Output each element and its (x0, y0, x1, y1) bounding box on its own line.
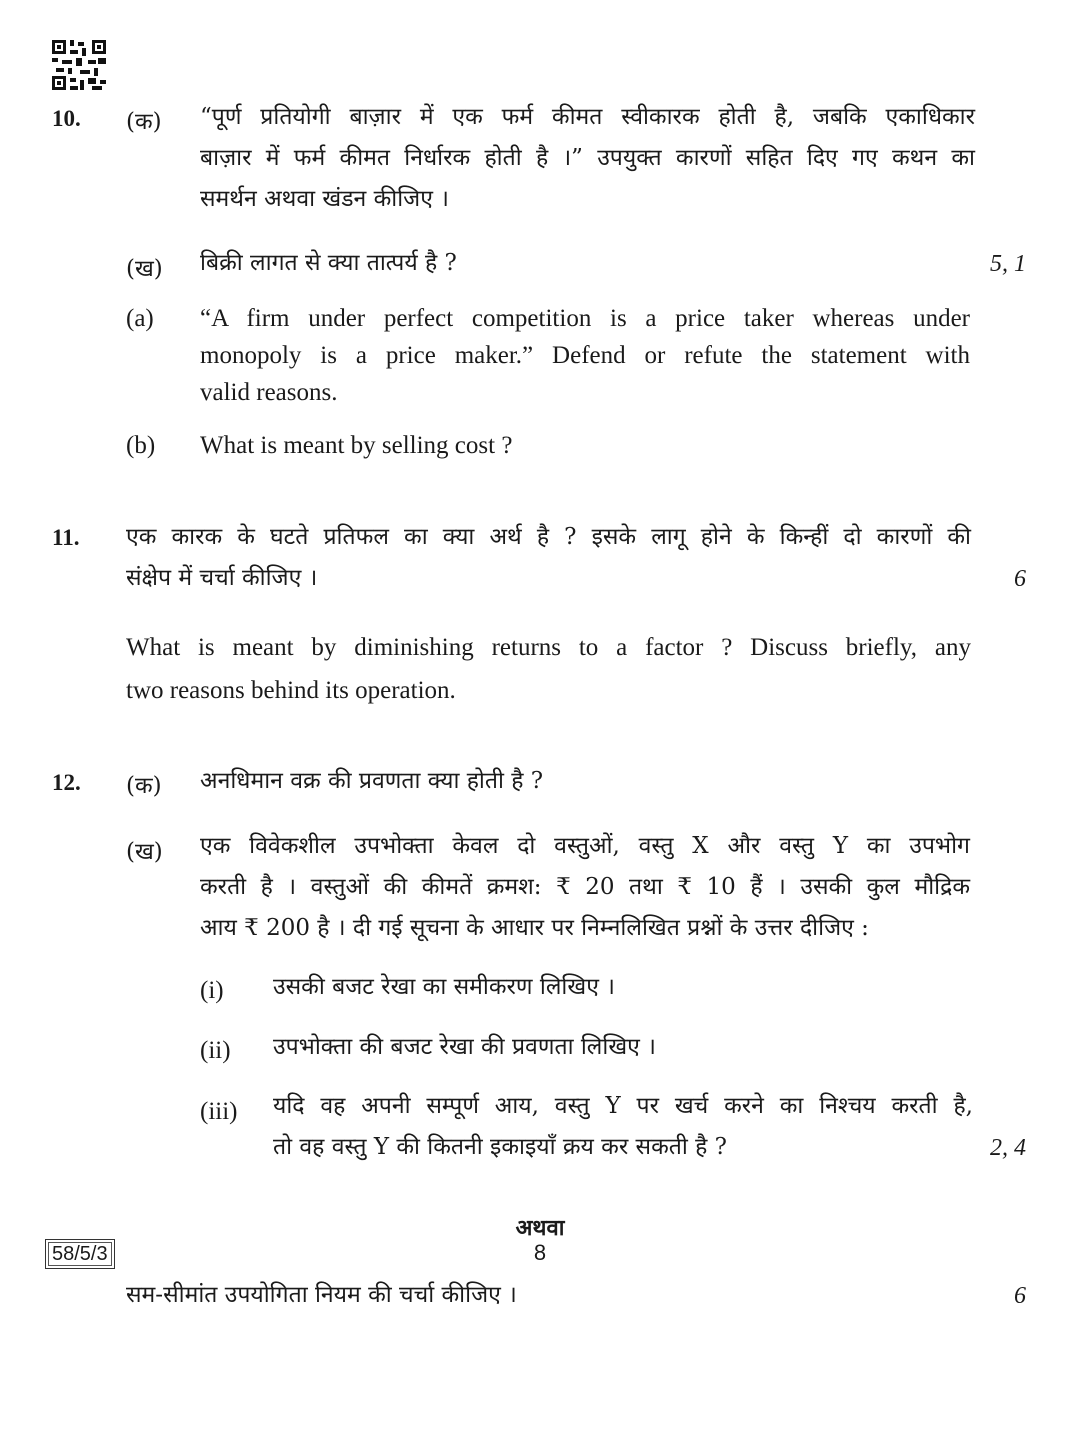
q12-b-line1: एक विवेकशील उपभोक्ता केवल दो वस्तुओं, वस्तु X और वस्तु Y का उपभोग (200, 833, 970, 859)
question-number-12: 12. (52, 770, 81, 795)
q12-i-label: (i) (200, 977, 224, 1004)
q12-b-text (200, 826, 970, 949)
q11-hindi (126, 517, 971, 599)
q11-hi-line2: संक्षेप में चर्चा कीजिए । (126, 565, 318, 591)
q11-marks: 6 (1014, 566, 1026, 592)
q10-marks: 5, 1 (990, 251, 1026, 277)
question-number-10: 10. (52, 106, 81, 131)
or-heading: अथवा (515, 1215, 565, 1241)
page-number: 8 (533, 1240, 547, 1265)
q10-sub-ka-label: (क) (126, 109, 162, 135)
q12-iii-line1: यदि वह अपनी सम्पूर्ण आय, वस्तु Y पर खर्च करने का निश्चय करती है, (273, 1093, 973, 1119)
q10-b-hindi: बिक्री लागत से क्या तात्पर्य है ? (200, 250, 457, 276)
q10-sub-kha-label: (ख) (126, 256, 163, 282)
q10-part-a-hindi (200, 97, 975, 220)
q12-iii-text (273, 1086, 973, 1168)
q10-a-hi-line3: समर्थन अथवा खंडन कीजिए । (200, 186, 449, 212)
q12-i-text: उसकी बजट रेखा का समीकरण लिखिए । (273, 974, 615, 1000)
q12-or-text: सम-सीमांत उपयोगिता नियम की चर्चा कीजिए । (126, 1282, 517, 1308)
q10-b-english: What is meant by selling cost ? (200, 432, 513, 459)
paper-code-box: 58/5/3 (45, 1239, 115, 1269)
q10-sub-b-label: (b) (126, 432, 156, 459)
q10-a-hi-line1: “पूर्ण प्रतियोगी बाज़ार में एक फर्म कीमत स्वीकारक होती है, जबकि एकाधिकार (200, 104, 975, 130)
q11-english (126, 626, 971, 712)
q10-a-en-line3: valid reasons. (200, 379, 338, 406)
q10-a-en-line1: “A firm under perfect competition is a price taker whereas under (200, 305, 970, 332)
q10-sub-a-label: (a) (126, 305, 154, 332)
qr-code-icon (52, 40, 106, 90)
q10-a-hi-line2: बाज़ार में फर्म कीमत निर्धारक होती है ।” उपयुक्त कारणों सहित दिए गए कथन का (200, 145, 975, 171)
q12-b-line3: आय ₹ 200 है । दी गई सूचना के आधार पर निम्नलिखित प्रश्नों के उत्तर दीजिए : (200, 915, 869, 941)
q10-part-a-english (200, 300, 970, 411)
q11-hi-line1: एक कारक के घटते प्रतिफल का क्या अर्थ है ? इसके लागू होने के किन्हीं दो कारणों की (126, 524, 972, 550)
q12-a-text: अनधिमान वक्र की प्रवणता क्या होती है ? (200, 768, 544, 794)
q10-a-en-line2: monopoly is a price maker.” Defend or refute the statement with (200, 342, 970, 369)
q12-sub-kha-label: (ख) (126, 839, 163, 865)
q12-b-line2: करती है । वस्तुओं की कीमतें क्रमश: ₹ 20 तथा ₹ 10 हैं । उसकी कुल मौद्रिक (200, 874, 970, 900)
q12-iii-line2: तो वह वस्तु Y की कितनी इकाइयाँ क्रय कर सकती है ? (273, 1134, 727, 1160)
q12-marks: 2, 4 (990, 1135, 1026, 1161)
q12-or-marks: 6 (1014, 1283, 1026, 1309)
q11-en-line1: What is meant by diminishing returns to a factor ? Discuss briefly, any (126, 634, 971, 661)
q12-sub-ka-label: (क) (126, 773, 162, 799)
question-number-11: 11. (52, 525, 80, 550)
q11-en-line2: two reasons behind its operation. (126, 677, 456, 704)
q12-iii-label: (iii) (200, 1098, 238, 1125)
q12-ii-label: (ii) (200, 1037, 231, 1064)
q12-ii-text: उपभोक्ता की बजट रेखा की प्रवणता लिखिए । (273, 1034, 656, 1060)
